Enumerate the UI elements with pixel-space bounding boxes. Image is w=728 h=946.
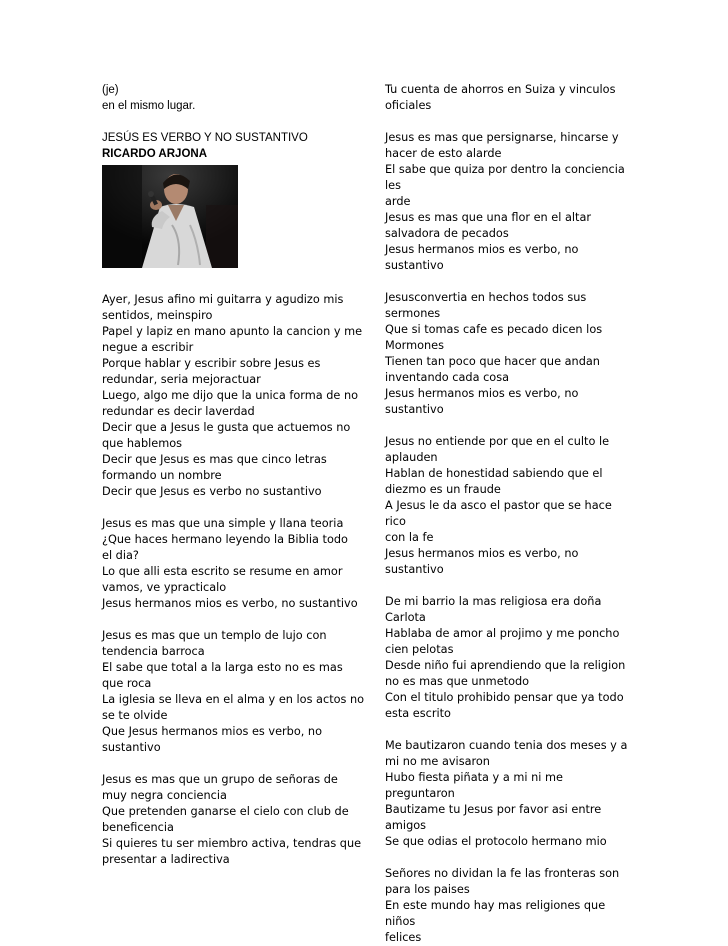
verse-line: El sabe que total a la larga esto no es mas [102,661,343,674]
verse-line: Desde niño fui aprendiendo que la religion [385,659,626,672]
verse-line: formando un nombre [102,469,222,482]
verse-line: A Jesus le da asco el pastor que se hace rico [385,499,612,528]
verse-line: para los paises [385,883,470,896]
left-column [102,82,372,868]
verse-line: beneficencia [102,821,174,834]
verse-line: amigos [385,819,427,832]
verse-line: Jesus es mas que persignarse, hincarse y [385,131,619,144]
verse-line: salvadora de pecados [385,227,509,240]
verse-line: Tienen tan poco que hacer que andan [385,355,600,368]
verse-line: Hubo fiesta piñata y a mi ni me preguntaron [385,771,563,800]
verse-line: Con el titulo prohibido pensar que ya todo [385,691,624,704]
verse-line: diezmo es un fraude [385,483,501,496]
verse-line: Que si tomas cafe es pecado dicen los [385,323,603,336]
verse-line: Bautizame tu Jesus por favor asi entre [385,803,602,816]
stanza [385,82,633,114]
verse-line: el dia? [102,549,139,562]
verse-line: aplauden [385,451,438,464]
verse-line: inventando cada cosa [385,371,510,384]
verse-line: El sabe que quiza por dentro la conciencia les [385,163,625,192]
verse-line: presentar a ladirectiva [102,853,230,866]
verse-line: Mormones [385,339,445,352]
stanza [102,516,372,612]
verse-line: vamos, ve ypracticalo [102,581,227,594]
verse-line: cien pelotas [385,643,454,656]
verse-line: redundar es decir laverdad [102,405,255,418]
verse-line: Ayer, Jesus afino mi guitarra y agudizo mis [102,293,344,306]
intro-line-2: en el mismo lugar. [102,100,196,112]
verse-line: Jesus es mas que una simple y llana teoria [102,517,344,530]
verse-line: que hablemos [102,437,183,450]
stanza [102,772,372,868]
left-lyrics [102,292,372,868]
verse-line: arde [385,195,411,208]
stanza [385,594,633,722]
right-column [385,82,633,946]
verse-line: oficiales [385,99,432,112]
verse-line: muy negra conciencia [102,789,227,802]
verse-line: La iglesia se lleva en el alma y en los actos no [102,693,365,706]
verse-line: esta escrito [385,707,451,720]
verse-line: Jesus no entiende por que en el culto le [385,435,610,448]
verse-line: De mi barrio la mas religiosa era doña [385,595,602,608]
singer-photo-icon [102,165,238,268]
verse-line: Me bautizaron cuando tenia dos meses y a [385,739,628,752]
singer-photo [102,165,238,268]
verse-line: Se que odias el protocolo hermano mio [385,835,607,848]
verse-line: Hablaba de amor al projimo y me poncho [385,627,620,640]
verse-line: tendencia barroca [102,645,205,658]
stanza [385,434,633,578]
stanza [385,866,633,946]
verse-line: Decir que Jesus es verbo no sustantivo [102,485,322,498]
verse-line: ¿Que haces hermano leyendo la Biblia todo [102,533,348,546]
verse-line: Que pretenden ganarse el cielo con club de [102,805,349,818]
verse-line: mi no me avisaron [385,755,490,768]
verse-line: Tu cuenta de ahorros en Suiza y vinculos [385,83,616,96]
verse-line: se te olvide [102,709,168,722]
verse-line: con la fe [385,531,434,544]
spacer [102,114,372,130]
verse-line: Jesus es mas que un templo de lujo con [102,629,327,642]
verse-line: En este mundo hay mas religiones que niños [385,899,606,928]
verse-line: Hablan de honestidad sabiendo que el [385,467,603,480]
verse-line: Que Jesus hermanos mios es verbo, no [102,725,323,738]
verse-line: sermones [385,307,441,320]
verse-line: sentidos, meinspiro [102,309,213,322]
verse-line: Jesus es mas que un grupo de señoras de [102,773,338,786]
verse-line: Carlota [385,611,426,624]
verse-line: Decir que Jesus es mas que cinco letras [102,453,327,466]
verse-line: Jesus hermanos mios es verbo, no sustantivo [385,387,579,416]
verse-line: no es mas que unmetodo [385,675,530,688]
verse-line: negue a escribir [102,341,194,354]
verse-line: Jesus hermanos mios es verbo, no sustantivo [102,597,358,610]
verse-line: sustantivo [102,741,161,754]
verse-line: Jesus hermanos mios es verbo, no sustantivo [385,243,579,272]
verse-line: hacer de esto alarde [385,147,502,160]
verse-line: que roca [102,677,152,690]
stanza [385,738,633,850]
stanza [102,628,372,756]
verse-line: Decir que a Jesus le gusta que actuemos no [102,421,351,434]
verse-line: Si quieres tu ser miembro activa, tendras que [102,837,362,850]
verse-line: Lo que alli esta escrito se resume en amor [102,565,343,578]
verse-line: redundar, seria mejoractuar [102,373,261,386]
intro-line-1: (je) [102,84,119,96]
stanza [385,290,633,418]
verse-line: Jesus hermanos mios es verbo, no sustantivo [385,547,579,576]
verse-line: Señores no dividan la fe las fronteras son [385,867,620,880]
verse-line: Jesus es mas que una flor en el altar [385,211,592,224]
stanza [385,130,633,274]
stanza [102,292,372,500]
verse-line: Luego, algo me dijo que la unica forma de no [102,389,359,402]
song-title: JESÚS ES VERBO Y NO SUSTANTIVO [102,132,308,144]
verse-line: Porque hablar y escribir sobre Jesus es [102,357,321,370]
verse-line: Papel y lapiz en mano apunto la cancion y me [102,325,363,338]
verse-line: Jesusconvertia en hechos todos sus [385,291,587,304]
song-artist: RICARDO ARJONA [102,148,207,160]
verse-line: felices [385,931,422,944]
